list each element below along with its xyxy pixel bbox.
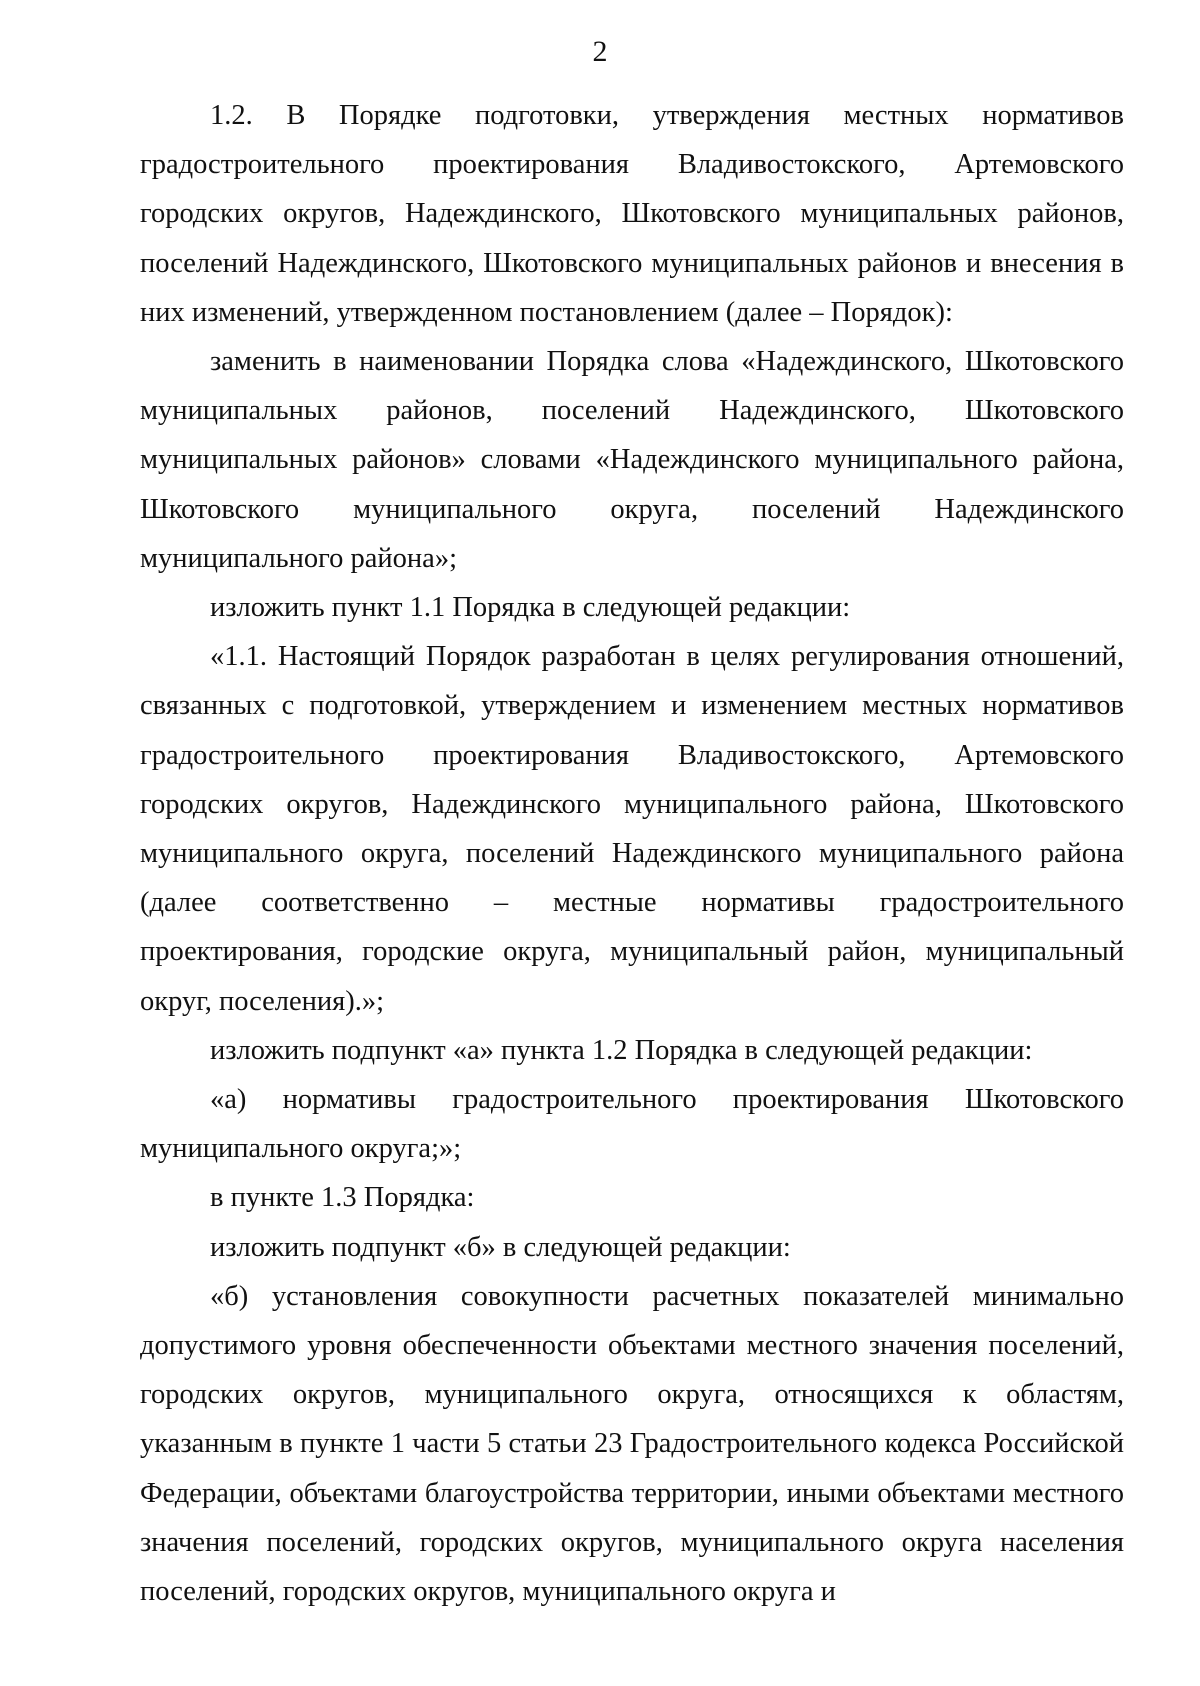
document-body [140, 91, 1124, 1616]
paragraph-point-1-1-text: «1.1. Настоящий Порядок разработан в целях регулирования отношений, связанных с подготовкой, утверждением и изменением местных нормативов градостроительного проектирования Владивостокского, Артемовского городских округов, Надеждинского муниципального района, Шкотовского муниципального округа, поселений Надеждинского муниципального района (далее соответственно – местные нормативы градостроительного проектирования, городские округа, муниципальный район, муниципальный округ, поселения).»; [140, 641, 1124, 1017]
paragraph-subpoint-b-text: «б) установления совокупности расчетных показателей минимально допустимого уровня обеспеченности объектами местного значения поселений, городских округов, муниципального округа, относящихся к областям, указанным в пункте 1 части 5 статьи 23 Градостроительного кодекса Российской Федерации, объектами благоустройства территории, иными объектами местного значения поселений, городских округов, муниципального округа населения поселений, городских округов, муниципального округа и [140, 1280, 1124, 1608]
paragraph-point-1-1-header: изложить пункт 1.1 Порядка в следующей редакции: [210, 592, 851, 624]
paragraph-subpoint-a-header: изложить подпункт «а» пункта 1.2 Порядка в следующей редакции: [210, 1034, 1033, 1066]
paragraph-1-2-intro: 1.2. В Порядке подготовки, утверждения местных нормативов градостроительного проектирования Владивостокского, Артемовского городских округов, Надеждинского, Шкотовского муниципальных районов, поселений Надеждинского, Шкотовского муниципальных районов и внесения в них изменений, утвержденном постановлением (далее – Порядок): [140, 100, 1124, 328]
page-number: 2 [592, 35, 608, 68]
paragraph-subpoint-a-text: «а) нормативы градостроительного проектирования Шкотовского муниципального округа;»; [140, 1084, 1124, 1165]
paragraph-subpoint-b-header: изложить подпункт «б» в следующей редакции: [210, 1231, 791, 1263]
paragraph-replace-title: заменить в наименовании Порядка слова «Надеждинского, Шкотовского муниципальных районов, поселений Надеждинского, Шкотовского муниципальных районов» словами «Надеждинского муниципального района, Шкотовского муниципального округа, поселений Надеждинского муниципального района»; [140, 346, 1124, 574]
paragraph-point-1-3: в пункте 1.3 Порядка: [210, 1182, 475, 1214]
